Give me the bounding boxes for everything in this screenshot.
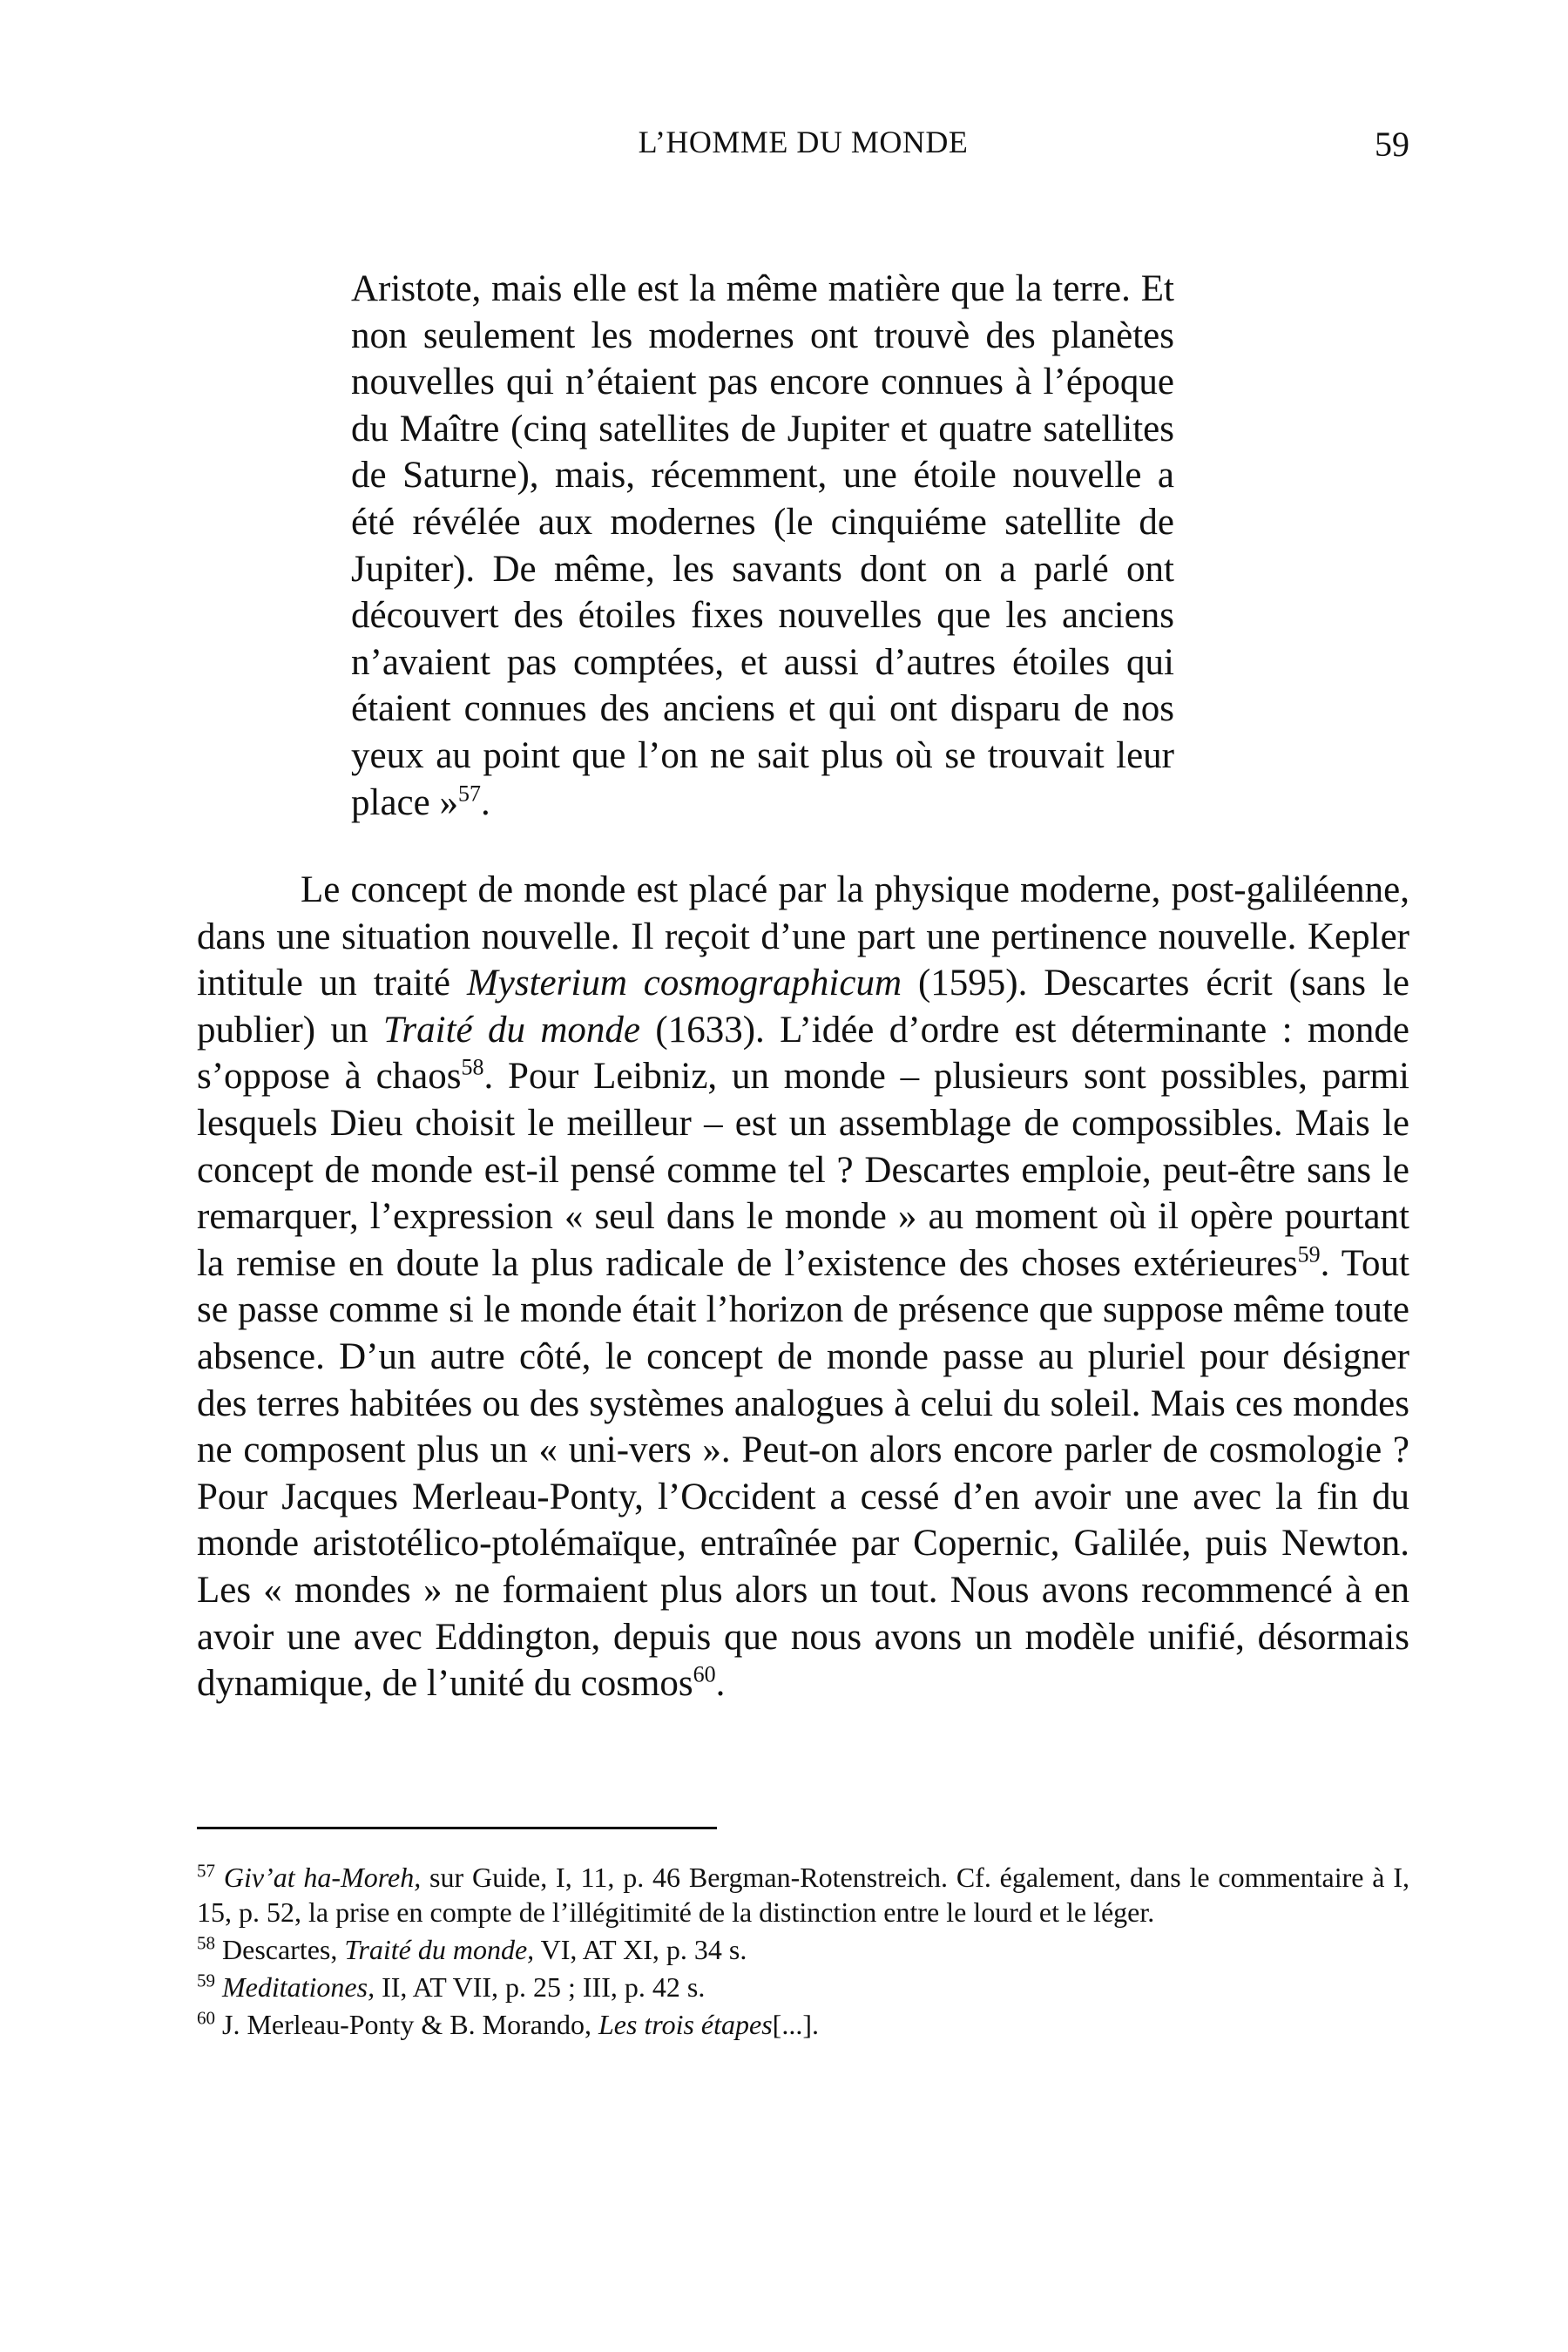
body-text-segment: Le concept de monde est placé par la physique moderne, post-galiléenne, dans une situation nouvelle. Il reçoit d’une part une pertinence nouvelle. Kepler intitule un traité (197, 869, 1409, 1004)
footnote-57 (197, 1860, 1409, 1930)
footnote-text (215, 1971, 222, 2003)
running-title: L’HOMME DU MONDE (638, 125, 969, 159)
footnote-text: [...]. (772, 2009, 819, 2040)
footnote-number: 59 (197, 1970, 215, 1991)
body-text-segment: (1633). L’idée d’ordre est déterminante : monde s’oppose à chaos (197, 1009, 1409, 1098)
footnote-text: J. Merleau-Ponty & B. Morando, (215, 2009, 598, 2040)
body-text-end: . (715, 1663, 726, 1705)
italic-title-traite: Traité du monde (382, 1009, 640, 1051)
footnote-number: 57 (197, 1860, 215, 1882)
footnote-ref-58[interactable]: 58 (461, 1055, 484, 1081)
quote-text: Aristote, mais elle est la même matière que la terre. Et non seulement les modernes ont trouvè des planètes nouvelles qui n’étaient pas encore connues à l’époque du Maître (cinq satellites de Jupiter et quatre satellites de Saturne), mais, récemment, une étoile nouvelle a été révélée aux modernes (le cinquiéme satellite de Jupiter). De même, les savants dont on a parlé ont découvert des étoiles fixes nouvelles que les anciens n’avaient pas comptées, et aussi d’autres étoiles qui étaient connues des anciens et qui ont disparu de nos yeux au point que l’on ne sait plus où se trouvait leur place » (351, 268, 1174, 823)
footnote-ref-60[interactable]: 60 (693, 1661, 716, 1687)
footnotes (197, 1860, 1409, 2044)
footnote-text: II, AT VII, p. 25 ; III, p. 42 s. (375, 1971, 706, 2003)
footnote-italic: Meditationes, (222, 1971, 375, 2003)
footnote-ref-57[interactable]: 57 (457, 781, 481, 807)
footnote-ref-59[interactable]: 59 (1297, 1241, 1321, 1267)
body-text-segment: . Pour Leibniz, un monde – plusieurs sont possibles, parmi lesquels Dieu choisit le meilleur – est un assemblage de compossibles. Mais le concept de monde est-il pensé comme tel ? Descartes emploie, peut-être sans le remarquer, l’expression « seul dans le monde » au moment où il opère pourtant la remise en doute la plus radicale de l’existence des choses extérieures (197, 1056, 1409, 1284)
running-header (197, 124, 1409, 167)
page-number: 59 (1375, 125, 1409, 164)
footnote-number: 60 (197, 2007, 215, 2029)
footnote-60 (197, 2007, 1409, 2042)
italic-title-mysterium: Mysterium cosmographicum (466, 963, 902, 1004)
footnote-59 (197, 1970, 1409, 2004)
body-text-segment: (1595). Descartes écrit (sans le publier) un (197, 963, 1410, 1051)
footnote-italic: Giv’at ha-Moreh, (223, 1862, 422, 1893)
footnote-text: Descartes, (215, 1934, 345, 1965)
body-paragraph (197, 867, 1409, 1707)
footnote-italic: Traité du monde, (344, 1934, 535, 1965)
footnote-number: 58 (197, 1932, 215, 1954)
footnote-text: VI, AT XI, p. 34 s. (534, 1934, 747, 1965)
footnote-text: sur Guide, I, 11, p. 46 Bergman-Rotenstreich. Cf. également, dans le commentaire à I, 15, p. 52, la prise en compte de l’illégitimité de la distinction entre le lourd et le léger. (197, 1862, 1410, 1928)
block-quote (351, 266, 1174, 826)
quote-end: . (480, 781, 490, 823)
footnote-58 (197, 1932, 1409, 1967)
footnote-italic: Les trois étapes (598, 2009, 773, 2040)
body-text-segment: . Tout se passe comme si le monde était l’horizon de présence que suppose même toute absence. D’un autre côté, le concept de monde passe au pluriel pour désigner des terres habitées ou des systèmes analogues à celui du soleil. Mais ces mondes ne composent plus un « uni-vers ». Peut-on alors encore parler de cosmologie ? Pour Jacques Merleau-Ponty, l’Occident a cessé d’en avoir une avec la fin du monde aristotélico-ptolémaïque, entraînée par Copernic, Galilée, puis Newton. Les « mondes » ne formaient plus alors un tout. Nous avons recommencé à en avoir une avec Eddington, depuis que nous avons un modèle unifié, désormais dynamique, de l’unité du cosmos (197, 1242, 1409, 1705)
main-text (197, 867, 1409, 1707)
footnote-divider (197, 1827, 717, 1829)
